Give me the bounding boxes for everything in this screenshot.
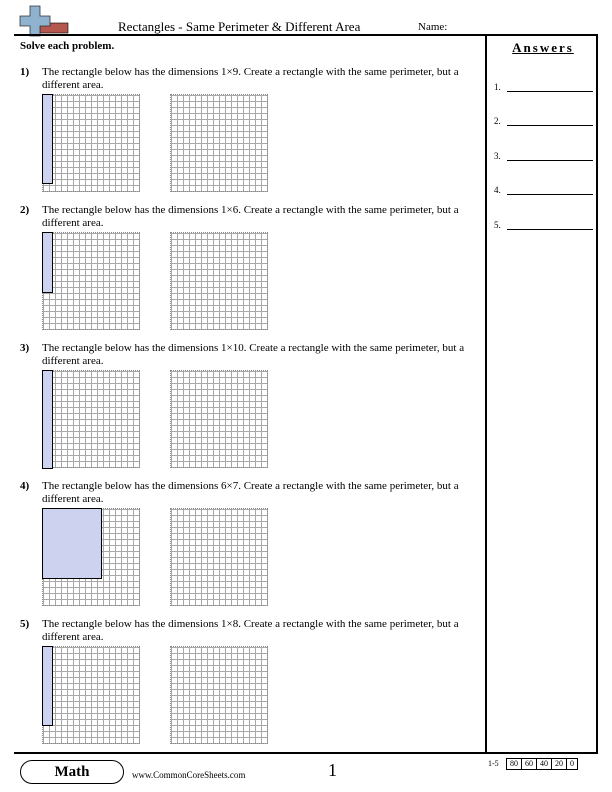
problem-2-answer-grid[interactable]: [170, 232, 268, 330]
problem-2-number: 2): [20, 204, 30, 216]
problem-2-given-grid: [42, 232, 140, 330]
score-box: 40: [536, 758, 552, 770]
problem-3-answer-grid[interactable]: [170, 370, 268, 468]
problem-1-given-grid: [42, 94, 140, 192]
score-range-label: 1-5: [488, 759, 499, 768]
page-number: 1: [328, 760, 337, 780]
subject-badge: Math: [20, 760, 124, 784]
answer-5-label: 5.: [494, 220, 501, 230]
answer-2-line[interactable]: [507, 125, 593, 126]
problem-3-text: The rectangle below has the dimensions 1×10. Create a rectangle with the same perimeter, but a different area.: [42, 342, 465, 367]
score-box: 60: [521, 758, 537, 770]
answer-2-label: 2.: [494, 116, 501, 126]
answer-5-line[interactable]: [507, 229, 593, 230]
answer-1-label: 1.: [494, 82, 501, 92]
answer-3-line[interactable]: [507, 160, 593, 161]
problem-4-answer-grid[interactable]: [170, 508, 268, 606]
right-border: [596, 34, 598, 752]
problem-3-given-grid: [42, 370, 140, 468]
footer-rule: [14, 752, 598, 754]
answer-4-label: 4.: [494, 185, 501, 195]
problem-2-rectangle: [42, 232, 53, 293]
score-box: 80: [506, 758, 522, 770]
answer-4-line[interactable]: [507, 194, 593, 195]
problem-4-number: 4): [20, 480, 30, 492]
answer-3-label: 3.: [494, 151, 501, 161]
problem-5-text: The rectangle below has the dimensions 1×8. Create a rectangle with the same perimeter, but a different area.: [42, 618, 459, 643]
problem-4-rectangle: [42, 508, 102, 579]
problem-1-number: 1): [20, 66, 30, 78]
problem-3-number: 3): [20, 342, 30, 354]
score-box: 0: [566, 758, 578, 770]
answer-column-divider: [485, 34, 487, 752]
problem-1-text: The rectangle below has the dimensions 1×9. Create a rectangle with the same perimeter, but a different area.: [42, 66, 459, 91]
header-rule: [14, 34, 598, 36]
score-box: 20: [551, 758, 567, 770]
plus-logo-icon: [18, 4, 70, 38]
problem-3-rectangle: [42, 370, 53, 469]
score-boxes: [507, 758, 578, 770]
problem-5-answer-grid[interactable]: [170, 646, 268, 744]
problem-1-answer-grid[interactable]: [170, 94, 268, 192]
website-link[interactable]: www.CommonCoreSheets.com: [132, 770, 246, 780]
name-label: Name:: [418, 21, 448, 33]
instructions: Solve each problem.: [20, 40, 115, 52]
worksheet-title: Rectangles - Same Perimeter & Different Area: [118, 19, 361, 34]
answer-1-line[interactable]: [507, 91, 593, 92]
problem-1-rectangle: [42, 94, 53, 184]
problem-4-text: The rectangle below has the dimensions 6×7. Create a rectangle with the same perimeter, but a different area.: [42, 480, 459, 505]
problem-5-number: 5): [20, 618, 30, 630]
problem-2-text: The rectangle below has the dimensions 1×6. Create a rectangle with the same perimeter, but a different area.: [42, 204, 459, 229]
answers-heading: Answers: [512, 40, 574, 55]
problem-5-rectangle: [42, 646, 53, 726]
problem-5-given-grid: [42, 646, 140, 744]
